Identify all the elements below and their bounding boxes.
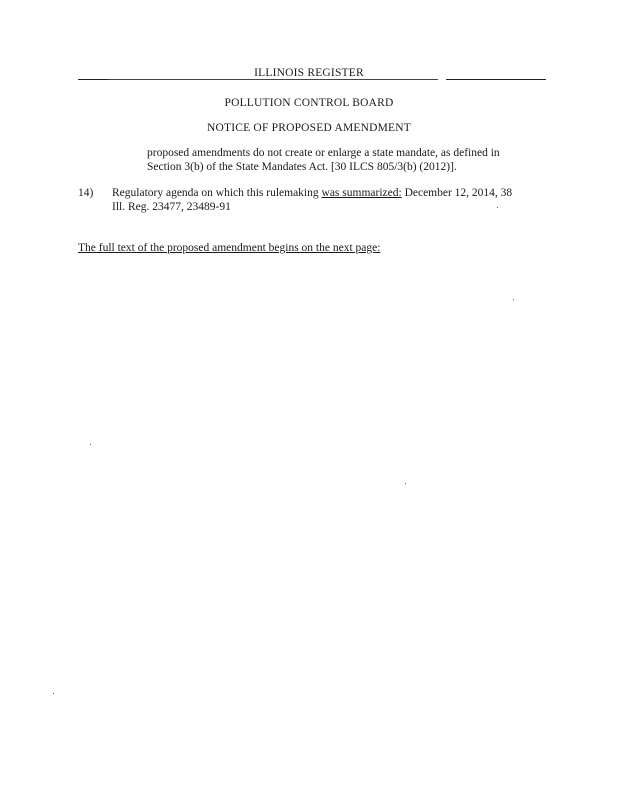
item-14-label: Regulatory agenda on which this rulemaking was summarized: xyxy=(112,187,402,199)
scan-speck xyxy=(405,483,406,484)
item-14-line-2: Ill. Reg. 23477, 23489-91 xyxy=(112,201,231,213)
item-14-line-1 xyxy=(112,186,537,200)
scan-speck xyxy=(497,207,498,208)
scan-speck xyxy=(90,444,91,445)
item-number-14: 14) xyxy=(78,187,94,199)
board-name: POLLUTION CONTROL BOARD xyxy=(224,97,394,109)
continued-paragraph-line-2: Section 3(b) of the State Mandates Act. [30 ILCS 805/3(b) (2012)]. xyxy=(147,161,457,173)
register-title: ILLINOIS REGISTER xyxy=(254,67,364,79)
notice-heading: NOTICE OF PROPOSED AMENDMENT xyxy=(207,122,411,134)
scan-speck xyxy=(513,299,514,300)
item-14-label-underlined: was summarized: xyxy=(321,187,402,199)
continued-paragraph-line-1: proposed amendments do not create or enlarge a state mandate, as defined in xyxy=(147,147,500,159)
scan-speck xyxy=(53,693,54,694)
full-text-notice: The full text of the proposed amendment begins on the next page: xyxy=(78,242,381,254)
item-14-date: December 12, 2014, 38 xyxy=(401,187,513,199)
